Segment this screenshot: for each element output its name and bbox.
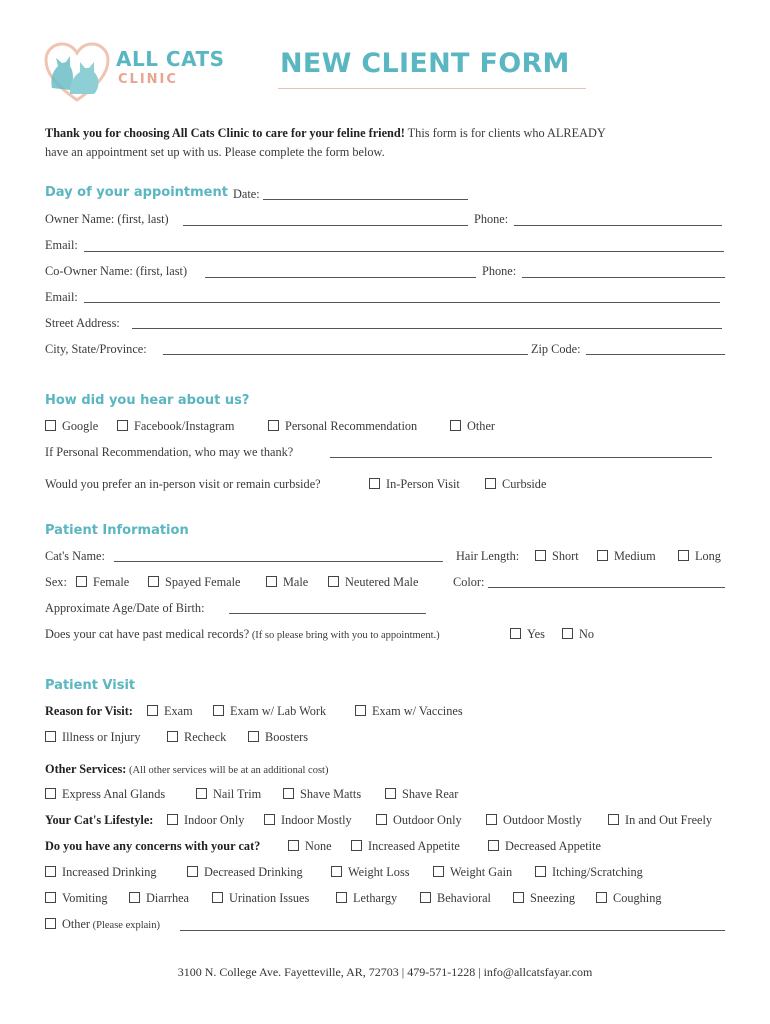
checkbox[interactable] (336, 892, 347, 903)
checkbox[interactable] (535, 550, 546, 561)
other-explain-field[interactable] (180, 930, 725, 931)
checkbox[interactable] (45, 420, 56, 431)
checkbox[interactable] (562, 628, 573, 639)
option-diarrhea[interactable]: Diarrhea (129, 891, 189, 906)
option-outdoor-mostly[interactable]: Outdoor Mostly (486, 813, 582, 828)
option-indoor-only[interactable]: Indoor Only (167, 813, 244, 828)
option-recheck[interactable]: Recheck (167, 730, 226, 745)
checkbox[interactable] (266, 576, 277, 587)
checkbox[interactable] (385, 788, 396, 799)
intro-bold: Thank you for choosing All Cats Clinic to care for your feline friend! (45, 126, 405, 140)
option-neutered-male[interactable]: Neutered Male (328, 575, 418, 590)
option-itching[interactable]: Itching/Scratching (535, 865, 643, 880)
coowner-name-field[interactable] (205, 277, 476, 278)
option-indoor-mostly[interactable]: Indoor Mostly (264, 813, 352, 828)
option-coughing[interactable]: Coughing (596, 891, 662, 906)
option-female[interactable]: Female (76, 575, 129, 590)
option-exam-vaccines[interactable]: Exam w/ Vaccines (355, 704, 463, 719)
option-lethargy[interactable]: Lethargy (336, 891, 397, 906)
checkbox[interactable] (450, 420, 461, 431)
phone-label: Phone: (474, 212, 509, 226)
checkbox[interactable] (535, 866, 546, 877)
cat-name-field[interactable] (114, 561, 443, 562)
checkbox[interactable] (420, 892, 431, 903)
checkbox[interactable] (117, 420, 128, 431)
option-no[interactable]: No (562, 627, 594, 642)
age-field[interactable] (229, 613, 426, 614)
records-question: Does your cat have past medical records? (If so please bring with you to appointment.) (45, 627, 440, 641)
checkbox[interactable] (369, 478, 380, 489)
sex-label: Sex: (45, 575, 67, 589)
checkbox[interactable] (376, 814, 387, 825)
option-exam[interactable]: Exam (147, 704, 193, 719)
owner-name-label: Owner Name: (first, last) (45, 212, 169, 226)
section-patient-info: Patient Information (45, 523, 189, 538)
option-long[interactable]: Long (678, 549, 721, 564)
option-weight-loss[interactable]: Weight Loss (331, 865, 410, 880)
option-boosters[interactable]: Boosters (248, 730, 308, 745)
option-exam-lab[interactable]: Exam w/ Lab Work (213, 704, 326, 719)
rec-label: If Personal Recommendation, who may we thank? (45, 445, 294, 459)
checkbox[interactable] (513, 892, 524, 903)
option-decreased-drinking[interactable]: Decreased Drinking (187, 865, 303, 880)
color-label: Color: (453, 575, 485, 589)
option-male[interactable]: Male (266, 575, 308, 590)
date-field[interactable] (263, 199, 468, 200)
date-label: Date: (233, 187, 260, 201)
email2-label: Email: (45, 290, 78, 304)
age-label: Approximate Age/Date of Birth: (45, 601, 205, 615)
email2-field[interactable] (84, 302, 720, 303)
checkbox[interactable] (167, 814, 178, 825)
checkbox[interactable] (248, 731, 259, 742)
rec-field[interactable] (330, 457, 712, 458)
checkbox[interactable] (45, 918, 56, 929)
logo-subtext: CLINIC (118, 72, 178, 87)
checkbox[interactable] (488, 840, 499, 851)
option-in-out-freely[interactable]: In and Out Freely (608, 813, 712, 828)
checkbox[interactable] (268, 420, 279, 431)
checkbox[interactable] (288, 840, 299, 851)
option-in-person[interactable]: In-Person Visit (369, 477, 460, 492)
intro-rest: This form is for clients who ALREADY (404, 126, 606, 140)
checkbox[interactable] (283, 788, 294, 799)
checkbox[interactable] (597, 550, 608, 561)
section-hear: How did you hear about us? (45, 393, 250, 408)
checkbox[interactable] (485, 478, 496, 489)
checkbox[interactable] (355, 705, 366, 716)
logo-text: ALL CATS (116, 47, 225, 71)
zip-field[interactable] (586, 354, 725, 355)
option-anal-glands[interactable]: Express Anal Glands (45, 787, 165, 802)
footer-contact: 3100 N. College Ave. Fayetteville, AR, 72703 | 479-571-1228 | info@allcatsfayar.com (177, 965, 593, 979)
other-services-label: Other Services: (All other services will be at an additional cost) (45, 762, 329, 776)
owner-name-field[interactable] (183, 225, 468, 226)
option-other-concern[interactable]: Other (Please explain) (45, 917, 160, 932)
section-patient-visit: Patient Visit (45, 678, 136, 693)
phone2-label: Phone: (482, 264, 517, 278)
street-label: Street Address: (45, 316, 120, 330)
reason-label: Reason for Visit: (45, 704, 133, 718)
title-divider (278, 88, 586, 89)
checkbox[interactable] (213, 705, 224, 716)
intro-line2: have an appointment set up with us. Please complete the form below. (45, 145, 385, 159)
form-title: NEW CLIENT FORM (280, 48, 570, 79)
checkbox[interactable] (331, 866, 342, 877)
option-illness[interactable]: Illness or Injury (45, 730, 141, 745)
checkbox[interactable] (147, 705, 158, 716)
option-spayed-female[interactable]: Spayed Female (148, 575, 240, 590)
option-short[interactable]: Short (535, 549, 579, 564)
checkbox[interactable] (351, 840, 362, 851)
checkbox[interactable] (678, 550, 689, 561)
checkbox[interactable] (264, 814, 275, 825)
option-facebook[interactable]: Facebook/Instagram (117, 419, 234, 434)
checkbox[interactable] (45, 788, 56, 799)
option-medium[interactable]: Medium (597, 549, 656, 564)
option-urination[interactable]: Urination Issues (212, 891, 309, 906)
checkbox[interactable] (196, 788, 207, 799)
option-weight-gain[interactable]: Weight Gain (433, 865, 512, 880)
checkbox[interactable] (167, 731, 178, 742)
checkbox[interactable] (510, 628, 521, 639)
intro-text (45, 124, 695, 162)
option-decreased-appetite[interactable]: Decreased Appetite (488, 839, 601, 854)
checkbox[interactable] (45, 892, 56, 903)
option-vomiting[interactable]: Vomiting (45, 891, 108, 906)
clinic-logo (44, 42, 234, 104)
hair-length-label: Hair Length: (456, 549, 520, 563)
option-nail-trim[interactable]: Nail Trim (196, 787, 261, 802)
option-none[interactable]: None (288, 839, 332, 854)
email-field[interactable] (84, 251, 724, 252)
cat-name-label: Cat's Name: (45, 549, 105, 563)
phone-field[interactable] (514, 225, 722, 226)
option-yes[interactable]: Yes (510, 627, 545, 642)
heart-cats-icon (44, 42, 110, 104)
checkbox[interactable] (45, 866, 56, 877)
phone2-field[interactable] (522, 277, 725, 278)
checkbox[interactable] (45, 731, 56, 742)
checkbox[interactable] (596, 892, 607, 903)
concerns-other (45, 917, 160, 932)
option-outdoor-only[interactable]: Outdoor Only (376, 813, 462, 828)
concerns-label: Do you have any concerns with your cat? (45, 839, 261, 853)
option-increased-drinking[interactable]: Increased Drinking (45, 865, 157, 880)
coowner-name-label: Co-Owner Name: (first, last) (45, 264, 188, 278)
checkbox[interactable] (148, 576, 159, 587)
checkbox[interactable] (187, 866, 198, 877)
option-personal-rec[interactable]: Personal Recommendation (268, 419, 417, 434)
street-field[interactable] (132, 328, 722, 329)
color-field[interactable] (488, 587, 725, 588)
option-shave-matts[interactable]: Shave Matts (283, 787, 361, 802)
option-sneezing[interactable]: Sneezing (513, 891, 575, 906)
zip-label: Zip Code: (531, 342, 581, 356)
option-other[interactable]: Other (450, 419, 495, 434)
checkbox[interactable] (328, 576, 339, 587)
city-label: City, State/Province: (45, 342, 147, 356)
option-shave-rear[interactable]: Shave Rear (385, 787, 458, 802)
option-curbside[interactable]: Curbside (485, 477, 546, 492)
section-appointment: Day of your appointment (45, 185, 228, 200)
lifestyle-label: Your Cat's Lifestyle: (45, 813, 154, 827)
checkbox[interactable] (212, 892, 223, 903)
email-label: Email: (45, 238, 78, 252)
checkbox[interactable] (433, 866, 444, 877)
checkbox[interactable] (76, 576, 87, 587)
checkbox[interactable] (608, 814, 619, 825)
checkbox[interactable] (486, 814, 497, 825)
option-google[interactable]: Google (45, 419, 98, 434)
city-field[interactable] (163, 354, 528, 355)
checkbox[interactable] (129, 892, 140, 903)
visit-pref-label: Would you prefer an in-person visit or remain curbside? (45, 477, 321, 491)
option-increased-appetite[interactable]: Increased Appetite (351, 839, 460, 854)
option-behavioral[interactable]: Behavioral (420, 891, 491, 906)
